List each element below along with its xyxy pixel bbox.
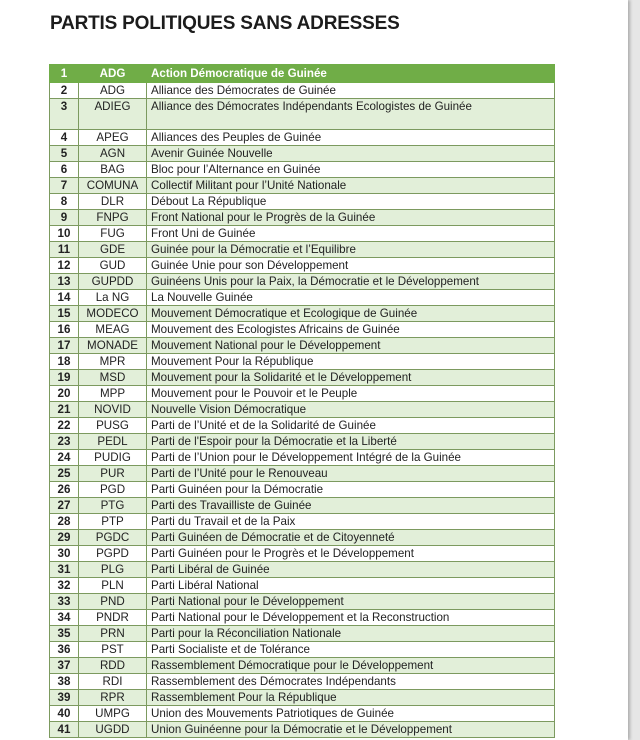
party-acronym: COMUNA: [79, 178, 147, 194]
party-name: Alliance des Démocrates de Guinée: [147, 83, 555, 99]
table-row: [50, 130, 555, 146]
table-row: [50, 514, 555, 530]
party-acronym: PTG: [79, 498, 147, 514]
table-row: [50, 498, 555, 514]
row-number: 29: [50, 530, 79, 546]
row-number: 10: [50, 226, 79, 242]
party-name: Union Guinéenne pour la Démocratie et le Développement: [147, 722, 555, 738]
party-acronym: PND: [79, 594, 147, 610]
party-acronym: RPR: [79, 690, 147, 706]
table-row: [50, 99, 555, 130]
party-acronym: NOVID: [79, 402, 147, 418]
table-header-row: [50, 65, 555, 83]
party-name: Parti du Travail et de la Paix: [147, 514, 555, 530]
party-acronym: UGDD: [79, 722, 147, 738]
row-number: 28: [50, 514, 79, 530]
row-number: 33: [50, 594, 79, 610]
table-row: [50, 354, 555, 370]
party-name: Parti National pour le Développement: [147, 594, 555, 610]
party-acronym: MPP: [79, 386, 147, 402]
party-name: Collectif Militant pour l’Unité Nationale: [147, 178, 555, 194]
row-number: 36: [50, 642, 79, 658]
party-name: Front National pour le Progrès de la Guinée: [147, 210, 555, 226]
party-acronym: PST: [79, 642, 147, 658]
party-name: Guinée pour la Démocratie et l’Equilibre: [147, 242, 555, 258]
party-name: Mouvement Pour la République: [147, 354, 555, 370]
table-row: [50, 83, 555, 99]
table-row: [50, 242, 555, 258]
row-number: 27: [50, 498, 79, 514]
row-number: 25: [50, 466, 79, 482]
party-acronym: MSD: [79, 370, 147, 386]
row-number: 5: [50, 146, 79, 162]
parties-table: [49, 64, 555, 738]
table-row: [50, 642, 555, 658]
party-name: Parti Socialiste et de Tolérance: [147, 642, 555, 658]
table-row: [50, 594, 555, 610]
table-row: [50, 370, 555, 386]
table-row: [50, 610, 555, 626]
party-acronym: MONADE: [79, 338, 147, 354]
row-number: 14: [50, 290, 79, 306]
table-row: [50, 690, 555, 706]
row-number: 13: [50, 274, 79, 290]
row-number: 20: [50, 386, 79, 402]
table-row: [50, 210, 555, 226]
party-acronym: GUPDD: [79, 274, 147, 290]
row-number: 34: [50, 610, 79, 626]
table-row: [50, 226, 555, 242]
row-number: 26: [50, 482, 79, 498]
party-name: Alliance des Démocrates Indépendants Ecologistes de Guinée: [147, 99, 555, 130]
row-number: 9: [50, 210, 79, 226]
party-acronym: ADG: [79, 65, 147, 83]
party-acronym: BAG: [79, 162, 147, 178]
party-acronym: MEAG: [79, 322, 147, 338]
party-acronym: FNPG: [79, 210, 147, 226]
party-name: Mouvement Démocratique et Ecologique de Guinée: [147, 306, 555, 322]
party-name: Guinéens Unis pour la Paix, la Démocratie et le Développement: [147, 274, 555, 290]
party-acronym: PTP: [79, 514, 147, 530]
table-row: [50, 578, 555, 594]
party-acronym: ADG: [79, 83, 147, 99]
table-body: [50, 65, 555, 738]
party-acronym: DLR: [79, 194, 147, 210]
party-acronym: PRN: [79, 626, 147, 642]
party-name: Alliances des Peuples de Guinée: [147, 130, 555, 146]
row-number: 6: [50, 162, 79, 178]
row-number: 39: [50, 690, 79, 706]
table-row: [50, 546, 555, 562]
row-number: 17: [50, 338, 79, 354]
table-row: [50, 258, 555, 274]
party-acronym: GUD: [79, 258, 147, 274]
table-row: [50, 722, 555, 738]
table-row: [50, 290, 555, 306]
party-acronym: UMPG: [79, 706, 147, 722]
table-row: [50, 466, 555, 482]
table-row: [50, 194, 555, 210]
row-number: 41: [50, 722, 79, 738]
party-name: La Nouvelle Guinée: [147, 290, 555, 306]
row-number: 8: [50, 194, 79, 210]
party-acronym: MPR: [79, 354, 147, 370]
party-name: Mouvement pour le Pouvoir et le Peuple: [147, 386, 555, 402]
party-acronym: PGD: [79, 482, 147, 498]
table-row: [50, 482, 555, 498]
party-name: Parti de l’Union pour le Développement Intégré de la Guinée: [147, 450, 555, 466]
party-name: Mouvement National pour le Développement: [147, 338, 555, 354]
party-name: Parti pour la Réconciliation Nationale: [147, 626, 555, 642]
party-name: Parti Guinéen pour le Progrès et le Développement: [147, 546, 555, 562]
party-acronym: FUG: [79, 226, 147, 242]
party-name: Débout La République: [147, 194, 555, 210]
party-name: Parti de l’Unité pour le Renouveau: [147, 466, 555, 482]
party-acronym: PLG: [79, 562, 147, 578]
party-name: Union des Mouvements Patriotiques de Guinée: [147, 706, 555, 722]
table-row: [50, 434, 555, 450]
party-name: Parti Libéral de Guinée: [147, 562, 555, 578]
table-row: [50, 274, 555, 290]
table-row: [50, 530, 555, 546]
party-name: Avenir Guinée Nouvelle: [147, 146, 555, 162]
row-number: 3: [50, 99, 79, 130]
row-number: 1: [50, 65, 79, 83]
party-name: Guinée Unie pour son Développement: [147, 258, 555, 274]
table-row: [50, 306, 555, 322]
page-title: PARTIS POLITIQUES SANS ADRESSES: [50, 13, 400, 34]
table-row: [50, 418, 555, 434]
party-acronym: PEDL: [79, 434, 147, 450]
party-acronym: ADIEG: [79, 99, 147, 130]
party-name: Parti de l'Espoir pour la Démocratie et la Liberté: [147, 434, 555, 450]
party-acronym: RDI: [79, 674, 147, 690]
party-name: Parti de l’Unité et de la Solidarité de Guinée: [147, 418, 555, 434]
party-name: Rassemblement des Démocrates Indépendants: [147, 674, 555, 690]
row-number: 16: [50, 322, 79, 338]
party-acronym: PUSG: [79, 418, 147, 434]
party-name: Parti National pour le Développement et la Reconstruction: [147, 610, 555, 626]
row-number: 32: [50, 578, 79, 594]
row-number: 22: [50, 418, 79, 434]
row-number: 12: [50, 258, 79, 274]
table-row: [50, 162, 555, 178]
party-name: Front Uni de Guinée: [147, 226, 555, 242]
table-row: [50, 658, 555, 674]
party-acronym: PGDC: [79, 530, 147, 546]
row-number: 30: [50, 546, 79, 562]
party-name: Parti Libéral National: [147, 578, 555, 594]
party-name: Parti des Travailliste de Guinée: [147, 498, 555, 514]
party-acronym: PUDIG: [79, 450, 147, 466]
row-number: 24: [50, 450, 79, 466]
party-name: Mouvement des Ecologistes Africains de Guinée: [147, 322, 555, 338]
row-number: 19: [50, 370, 79, 386]
table-row: [50, 146, 555, 162]
row-number: 15: [50, 306, 79, 322]
party-acronym: GDE: [79, 242, 147, 258]
party-name: Rassemblement Pour la République: [147, 690, 555, 706]
party-name: Mouvement pour la Solidarité et le Développement: [147, 370, 555, 386]
party-acronym: PGPD: [79, 546, 147, 562]
party-name: Nouvelle Vision Démocratique: [147, 402, 555, 418]
party-acronym: La NG: [79, 290, 147, 306]
row-number: 2: [50, 83, 79, 99]
row-number: 35: [50, 626, 79, 642]
row-number: 11: [50, 242, 79, 258]
party-name: Rassemblement Démocratique pour le Développement: [147, 658, 555, 674]
party-name: Parti Guinéen de Démocratie et de Citoyenneté: [147, 530, 555, 546]
row-number: 40: [50, 706, 79, 722]
table-row: [50, 322, 555, 338]
row-number: 4: [50, 130, 79, 146]
row-number: 31: [50, 562, 79, 578]
party-acronym: MODECO: [79, 306, 147, 322]
party-acronym: PUR: [79, 466, 147, 482]
party-acronym: RDD: [79, 658, 147, 674]
table-row: [50, 626, 555, 642]
table-row: [50, 386, 555, 402]
table-row: [50, 450, 555, 466]
party-acronym: PNDR: [79, 610, 147, 626]
row-number: 38: [50, 674, 79, 690]
row-number: 7: [50, 178, 79, 194]
party-acronym: APEG: [79, 130, 147, 146]
table-row: [50, 178, 555, 194]
party-name: Action Démocratique de Guinée: [147, 65, 555, 83]
party-acronym: PLN: [79, 578, 147, 594]
row-number: 21: [50, 402, 79, 418]
party-name: Parti Guinéen pour la Démocratie: [147, 482, 555, 498]
table-row: [50, 402, 555, 418]
party-acronym: AGN: [79, 146, 147, 162]
table-row: [50, 562, 555, 578]
party-name: Bloc pour l’Alternance en Guinée: [147, 162, 555, 178]
row-number: 18: [50, 354, 79, 370]
row-number: 23: [50, 434, 79, 450]
table-row: [50, 674, 555, 690]
table-row: [50, 338, 555, 354]
table-row: [50, 706, 555, 722]
row-number: 37: [50, 658, 79, 674]
